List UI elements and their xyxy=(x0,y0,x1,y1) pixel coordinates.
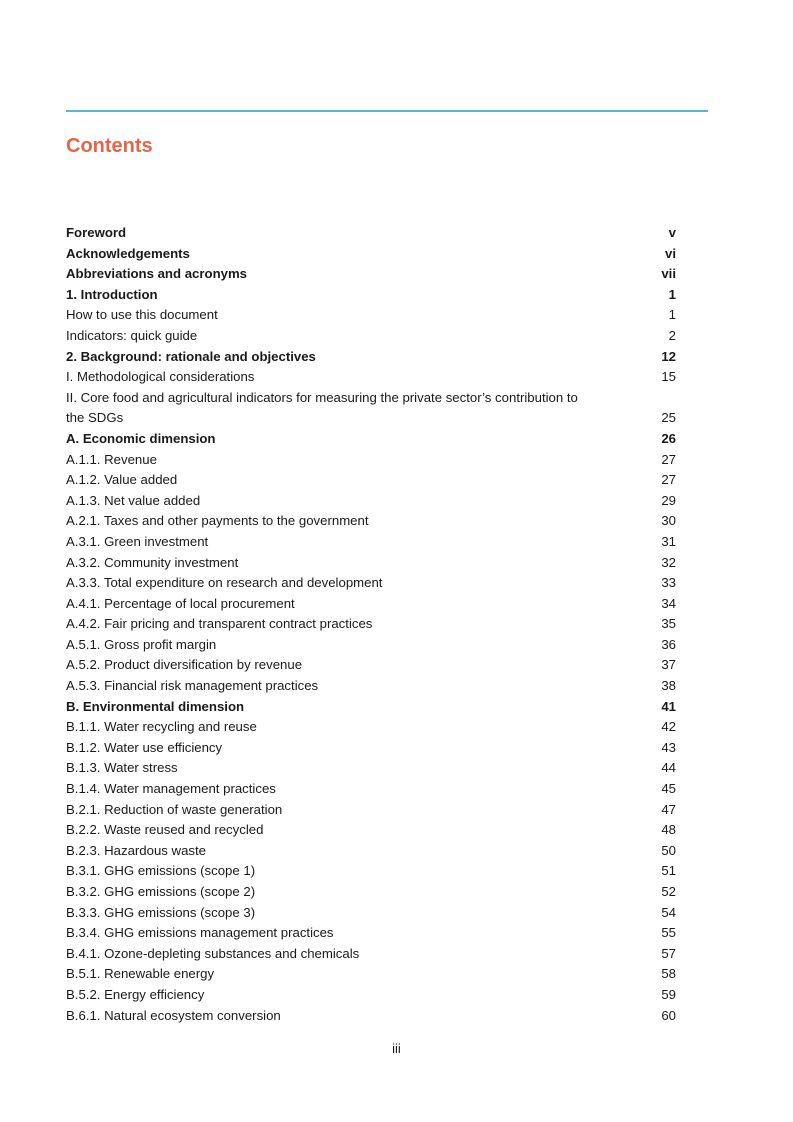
toc-entry[interactable] xyxy=(66,429,676,450)
toc-entry-page: 42 xyxy=(661,719,676,735)
toc-entry-label: B.2.1. Reduction of waste generation xyxy=(66,801,283,817)
toc-entry-page: 38 xyxy=(661,678,676,694)
toc-entry-page: 26 xyxy=(661,430,676,446)
page-title: Contents xyxy=(66,135,153,157)
toc-entry-page: 12 xyxy=(661,348,676,364)
toc-entry-label: II. Core food and agricultural indicators for measuring the private sector’s contribution to the SDGs xyxy=(66,389,578,426)
toc-entry-page: 27 xyxy=(661,451,676,467)
toc-entry[interactable] xyxy=(66,532,676,553)
toc-entry-label: 2. Background: rationale and objectives xyxy=(66,348,316,364)
toc-entry-page: 57 xyxy=(661,945,676,961)
toc-entry-page: 52 xyxy=(661,884,676,899)
toc-entry-page: vi xyxy=(665,245,676,261)
toc-entry-page: 60 xyxy=(661,1007,676,1023)
toc-entry-page: 51 xyxy=(661,863,676,879)
toc-entry[interactable] xyxy=(66,285,676,306)
toc-entry-page: 50 xyxy=(661,842,676,858)
toc-entry-label: B.3.2. GHG emissions (scope 2) xyxy=(66,884,256,899)
toc-entry-label: B.5.2. Energy efficiency xyxy=(66,986,205,1002)
toc-entry-label: A.5.1. Gross profit margin xyxy=(66,636,217,652)
toc-entry-page: 2 xyxy=(668,327,676,343)
toc-entry-label: Foreword xyxy=(66,225,127,240)
toc-entry[interactable] xyxy=(66,614,676,635)
table-of-contents xyxy=(66,223,676,1026)
toc-entry-page: 25 xyxy=(661,410,676,426)
toc-entry-label: 1. Introduction xyxy=(66,286,158,302)
toc-entry-page: vii xyxy=(661,266,676,282)
toc-entry[interactable] xyxy=(66,655,676,676)
toc-entry-page: 54 xyxy=(661,904,676,920)
toc-entry[interactable] xyxy=(66,305,676,326)
toc-entry[interactable] xyxy=(66,923,676,944)
toc-entry-page: v xyxy=(668,225,676,240)
toc-entry-page: 36 xyxy=(661,636,676,652)
toc-entry-label: A.2.1. Taxes and other payments to the government xyxy=(66,513,369,529)
toc-entry[interactable] xyxy=(66,511,676,532)
toc-entry[interactable] xyxy=(66,676,676,697)
toc-entry-label: B.6.1. Natural ecosystem conversion xyxy=(66,1007,281,1023)
toc-entry[interactable] xyxy=(66,964,676,985)
toc-entry-page: 29 xyxy=(661,492,676,508)
toc-entry-page: 1 xyxy=(668,286,676,302)
toc-entry-page: 59 xyxy=(661,986,676,1002)
toc-entry[interactable] xyxy=(66,800,676,821)
toc-entry-label: B.2.2. Waste reused and recycled xyxy=(66,822,264,838)
toc-entry-label: B. Environmental dimension xyxy=(66,698,245,714)
toc-entry-label: A.5.2. Product diversification by revenue xyxy=(66,657,303,673)
toc-entry[interactable] xyxy=(66,470,676,491)
page-number: iii xyxy=(392,1041,401,1056)
toc-entry-label: A.1.1. Revenue xyxy=(66,451,157,467)
toc-entry[interactable] xyxy=(66,738,676,759)
toc-entry-page: 31 xyxy=(661,533,676,549)
toc-entry-label: B.1.2. Water use efficiency xyxy=(66,739,223,755)
toc-entry-label: Abbreviations and acronyms xyxy=(66,266,248,282)
toc-entry-label: B.1.3. Water stress xyxy=(66,760,178,776)
toc-entry-label: A.4.1. Percentage of local procurement xyxy=(66,595,295,611)
toc-entry-label: B.3.4. GHG emissions management practices xyxy=(66,925,334,941)
toc-entry-label: A.5.3. Financial risk management practices xyxy=(66,678,319,694)
toc-entry-label: A.1.2. Value added xyxy=(66,472,178,488)
toc-entry-page: 55 xyxy=(661,925,676,941)
toc-entry-label: A.4.2. Fair pricing and transparent contract practices xyxy=(66,616,373,632)
toc-entry-label: B.4.1. Ozone-depleting substances and chemicals xyxy=(66,945,360,961)
toc-entry[interactable] xyxy=(66,347,676,368)
toc-entry[interactable] xyxy=(66,1006,676,1027)
toc-entry-label: A. Economic dimension xyxy=(66,430,216,446)
toc-entry-label: I. Methodological considerations xyxy=(66,369,255,385)
toc-entry-label: B.1.4. Water management practices xyxy=(66,781,276,797)
toc-entry[interactable] xyxy=(66,861,676,882)
toc-entry[interactable] xyxy=(66,758,676,779)
toc-entry-label: A.3.2. Community investment xyxy=(66,554,239,570)
header-rule xyxy=(66,110,708,112)
toc-entry-page: 34 xyxy=(661,595,676,611)
toc-entry-label: Acknowledgements xyxy=(66,245,190,261)
toc-entry-page: 44 xyxy=(661,760,676,776)
toc-entry-label: A.1.3. Net value added xyxy=(66,492,201,508)
toc-entry-page: 43 xyxy=(661,739,676,755)
toc-entry[interactable] xyxy=(66,388,676,429)
toc-entry[interactable] xyxy=(66,450,676,471)
toc-entry-page: 35 xyxy=(661,616,676,632)
toc-entry[interactable] xyxy=(66,944,676,965)
toc-entry[interactable] xyxy=(66,553,676,574)
toc-entry[interactable] xyxy=(66,223,676,244)
toc-entry[interactable] xyxy=(66,573,676,594)
toc-entry-label: How to use this document xyxy=(66,307,218,323)
toc-entry[interactable] xyxy=(66,594,676,615)
toc-entry-page: 37 xyxy=(661,657,676,673)
toc-entry-label: B.2.3. Hazardous waste xyxy=(66,842,207,858)
toc-entry-label: A.3.3. Total expenditure on research and development xyxy=(66,575,383,591)
toc-entry[interactable] xyxy=(66,841,676,862)
toc-entry[interactable] xyxy=(66,903,676,924)
toc-entry-label: Indicators: quick guide xyxy=(66,327,198,343)
toc-entry-page: 32 xyxy=(661,554,676,570)
toc-entry-page: 15 xyxy=(661,369,676,385)
toc-entry-page: 27 xyxy=(661,472,676,488)
toc-entry[interactable] xyxy=(66,367,676,388)
toc-entry-page: 48 xyxy=(661,822,676,838)
toc-entry[interactable] xyxy=(66,779,676,800)
toc-entry[interactable] xyxy=(66,264,676,285)
toc-entry-page: 45 xyxy=(661,781,676,797)
toc-entry[interactable] xyxy=(66,820,676,841)
toc-entry[interactable] xyxy=(66,717,676,738)
toc-entry[interactable] xyxy=(66,882,676,903)
toc-entry[interactable] xyxy=(66,244,676,265)
toc-entry[interactable] xyxy=(66,491,676,512)
toc-entry[interactable] xyxy=(66,985,676,1006)
toc-entry-page: 30 xyxy=(661,513,676,529)
toc-entry-page: 47 xyxy=(661,801,676,817)
toc-entry-label: B.3.1. GHG emissions (scope 1) xyxy=(66,863,256,879)
toc-entry-label: A.3.1. Green investment xyxy=(66,533,209,549)
toc-entry[interactable] xyxy=(66,326,676,347)
toc-entry-page: 58 xyxy=(661,966,676,982)
toc-entry[interactable] xyxy=(66,635,676,656)
toc-entry[interactable] xyxy=(66,697,676,718)
toc-entry-label: B.1.1. Water recycling and reuse xyxy=(66,719,257,735)
toc-entry-page: 33 xyxy=(661,575,676,591)
toc-entry-page: 41 xyxy=(661,698,676,714)
toc-entry-page: 1 xyxy=(668,307,676,323)
toc-entry-label: B.5.1. Renewable energy xyxy=(66,966,215,982)
toc-entry-label: B.3.3. GHG emissions (scope 3) xyxy=(66,904,256,920)
